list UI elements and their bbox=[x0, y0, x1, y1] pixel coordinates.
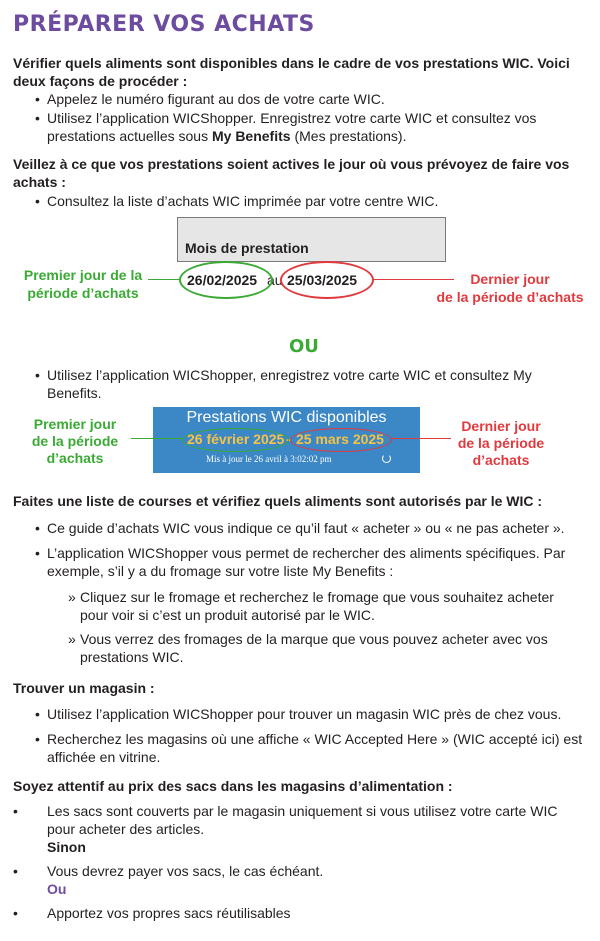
refresh-icon bbox=[382, 454, 391, 463]
start-date: 26/02/2025 bbox=[187, 272, 258, 288]
last-day-label bbox=[425, 270, 595, 306]
bullet-icon: • bbox=[35, 545, 40, 561]
app-panel-title: Prestations WIC disponibles bbox=[186, 409, 387, 426]
app-date-separator: - bbox=[286, 431, 291, 447]
first-day-label bbox=[18, 266, 148, 302]
label-line: de la période bbox=[457, 435, 545, 451]
bullet-icon: • bbox=[13, 863, 18, 879]
list-item: Appelez le numéro figurant au dos de votre carte WIC. bbox=[47, 91, 385, 107]
benefit-month-label: Mois de prestation bbox=[185, 240, 309, 256]
date-separator: au bbox=[267, 272, 283, 288]
app-last-day-label bbox=[446, 418, 556, 469]
bullet-icon: • bbox=[35, 520, 40, 536]
label-line: Dernier jour bbox=[461, 418, 541, 434]
heading-line: Vérifier quels aliments sont disponibles dans le cadre de vos prestations WIC. Voici bbox=[13, 55, 570, 71]
text: (Mes prestations). bbox=[290, 128, 407, 144]
bullet-icon: • bbox=[35, 731, 40, 747]
text-line: Recherchez les magasins où une affiche « WIC Accepted Here » (WIC accepté ici) est bbox=[47, 731, 583, 747]
start-date-highlight bbox=[179, 261, 273, 299]
app-updated-text: Mis à jour le 26 avril à 3:02:02 pm bbox=[206, 454, 332, 464]
label-line: Dernier jour bbox=[470, 271, 550, 287]
list-item bbox=[47, 862, 323, 898]
text-line: affichée en vitrine. bbox=[47, 749, 161, 765]
sub-bullet-icon: » bbox=[68, 631, 76, 647]
app-end-highlight bbox=[290, 428, 392, 452]
text-line: pour voir si c’est un produit autorisé par le WIC. bbox=[80, 607, 375, 623]
connector-line bbox=[131, 438, 183, 439]
section-heading-active bbox=[13, 155, 569, 191]
sub-list-item bbox=[80, 630, 548, 666]
text-line: Utilisez l’application WICShopper. Enregistrez votre carte WIC et consultez vos bbox=[47, 110, 537, 126]
sub-list-item bbox=[80, 588, 554, 624]
or-label: Ou bbox=[47, 881, 67, 897]
label-line: de la période bbox=[31, 433, 119, 449]
bullet-icon: • bbox=[35, 91, 40, 107]
bullet-icon: • bbox=[13, 905, 18, 921]
text-line: Vous verrez des fromages de la marque que vous pouvez acheter avec vos bbox=[80, 631, 548, 647]
bullet-icon: • bbox=[35, 193, 40, 209]
list-item: Apportez vos propres sacs réutilisables bbox=[47, 905, 291, 921]
list-item bbox=[47, 802, 557, 856]
text-line: pour acheter des articles. bbox=[47, 821, 205, 837]
text-line: Les sacs sont couverts par le magasin uniquement si vous utilisez votre carte WIC bbox=[47, 803, 558, 819]
text-line: prestations WIC. bbox=[80, 649, 184, 665]
connector-line bbox=[391, 438, 451, 439]
list-item: Utilisez l’application WICShopper pour trouver un magasin WIC près de chez vous. bbox=[47, 706, 562, 722]
section-heading-list: Faites une liste de courses et vérifiez quels aliments sont autorisés par le WIC : bbox=[13, 493, 543, 509]
section-heading-store: Trouver un magasin : bbox=[13, 680, 155, 696]
app-end-date: 25 mars 2025 bbox=[296, 431, 384, 447]
my-benefits-term: My Benefits bbox=[211, 128, 291, 144]
sub-bullet-icon: » bbox=[68, 589, 76, 605]
bullet-icon: • bbox=[35, 706, 40, 722]
section-heading-bags: Soyez attentif au prix des sacs dans les magasins d’alimentation : bbox=[13, 778, 453, 794]
label-line: d’achats bbox=[472, 452, 530, 468]
heading-line: deux façons de procéder : bbox=[13, 73, 188, 89]
bullet-icon: • bbox=[13, 803, 18, 819]
list-item: Consultez la liste d’achats WIC imprimée par votre centre WIC. bbox=[47, 193, 439, 209]
end-date-highlight bbox=[280, 261, 374, 299]
or-divider: OU bbox=[289, 336, 319, 357]
app-start-date: 26 février 2025 bbox=[187, 431, 285, 447]
text-line: Cliquez sur le fromage et recherchez le fromage que vous souhaitez acheter bbox=[80, 589, 554, 605]
app-first-day-label bbox=[20, 416, 130, 467]
end-date: 25/03/2025 bbox=[287, 272, 358, 288]
text-line bbox=[47, 127, 536, 145]
label-line: Premier jour bbox=[33, 416, 117, 432]
label-line: de la période d’achats bbox=[436, 289, 584, 305]
text-line: exemple, s’il y a du fromage sur votre liste My Benefits : bbox=[47, 563, 394, 579]
bullet-icon: • bbox=[35, 367, 40, 383]
list-item bbox=[47, 544, 565, 580]
app-start-highlight bbox=[182, 428, 289, 452]
list-item bbox=[47, 366, 532, 402]
text: prestations actuelles sous bbox=[47, 128, 212, 144]
sinon-label: Sinon bbox=[47, 839, 86, 855]
connector-line bbox=[148, 279, 180, 280]
text-line: L’application WICShopper vous permet de rechercher des aliments spécifiques. Par bbox=[47, 545, 566, 561]
heading-line: Veillez à ce que vos prestations soient actives le jour où vous prévoyez de faire vos bbox=[13, 156, 570, 172]
text-line: Vous devrez payer vos sacs, le cas échéant. bbox=[47, 863, 324, 879]
text-line: Utilisez l’application WICShopper, enregistrez votre carte WIC et consultez My bbox=[47, 367, 532, 383]
text-line: Benefits. bbox=[47, 385, 102, 401]
bullet-icon: • bbox=[35, 110, 40, 126]
label-line: période d’achats bbox=[27, 285, 139, 301]
list-item bbox=[47, 730, 582, 766]
page-title: PRÉPARER VOS ACHATS bbox=[13, 12, 315, 37]
section-heading-availability bbox=[13, 54, 570, 90]
label-line: Premier jour de la bbox=[23, 267, 143, 283]
heading-line: achats : bbox=[13, 174, 66, 190]
list-item: Ce guide d’achats WIC vous indique ce qu’il faut « acheter » ou « ne pas acheter ». bbox=[47, 520, 565, 536]
label-line: d’achats bbox=[46, 450, 104, 466]
list-item bbox=[47, 109, 536, 145]
